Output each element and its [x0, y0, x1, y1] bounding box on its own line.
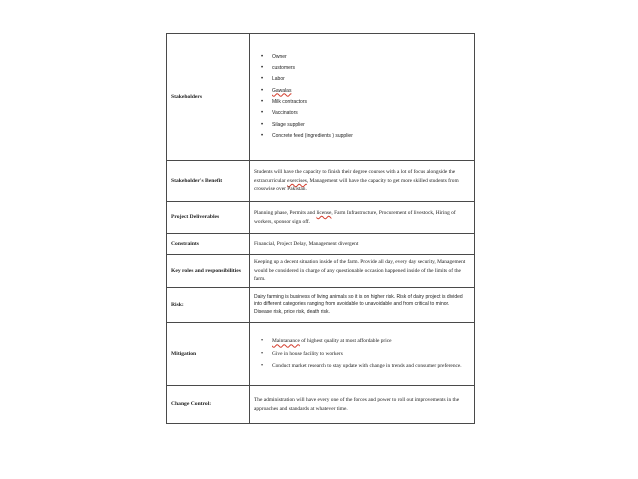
stakeholder-item: • Milk contractors: [254, 97, 470, 108]
stakeholder-item: • Owner: [254, 52, 470, 63]
constraints-content: [250, 234, 475, 255]
row-constraints: [167, 234, 475, 255]
change-control-text: The administration will have every one of the forces and power to roll out improvements in the approaches and standards at whatever time.: [254, 397, 460, 412]
mitigation-item: • Give in house facility to workers: [254, 350, 470, 358]
stakeholder-item: • Concrete feed (ingredients ) supplier: [254, 131, 470, 142]
row-key-roles: [167, 255, 475, 288]
project-charter-table: [166, 33, 475, 424]
change-control-content: [250, 386, 475, 424]
mitigation-item: • Maintanance of highest quality at most affordable price: [254, 337, 470, 345]
stakeholders-content: [250, 34, 475, 161]
change-control-label: Change Control:: [167, 386, 250, 424]
mitigation-list: [254, 337, 470, 370]
stakeholder-item: • Labor: [254, 74, 470, 85]
spelling-error-text: Maintanance: [272, 338, 300, 345]
project-deliverables-text: Planning phase, Permits and license, Farm Infrastructure, Procurement of livestock, Hiring of workers, sponsor sign off.: [254, 210, 456, 225]
key-roles-label: Key roles and responsibilities: [167, 255, 250, 288]
mitigation-label: Mitigation: [167, 323, 250, 386]
mitigation-content: [250, 323, 475, 386]
risk-text-2: Disease risk, price risk, death risk.: [254, 308, 330, 315]
mitigation-item: • Conduct market research to stay update with change in trends and consumer preference.: [254, 362, 470, 370]
stakeholders-list: [254, 52, 470, 142]
row-change-control: [167, 386, 475, 424]
stakeholder-item: [254, 86, 470, 97]
risk-text: Dairy farming is business of living animals so it is on higher risk. Risk of dairy project is divided into different categories ranging from avoidable to unavoidable and from critical to minor.: [254, 293, 463, 308]
key-roles-content: [250, 255, 475, 288]
constraints-label: Constraints: [167, 234, 250, 255]
row-risk: [167, 288, 475, 323]
project-deliverables-label: Project Deliverables: [167, 202, 250, 234]
key-roles-text: Keeping up a decent situation inside of the farm. Provide all day, every day security, Management would be considered in charge of any questionable occasion happened inside of the limits of the farm.: [254, 259, 466, 283]
stakeholder-benefit-text: Students will have the capacity to finish their degree courses with a lot of focus alongside the extracurricular exercises, Management will have the capacity to get more skilled students from crosswise over Pakistan.: [254, 169, 459, 193]
row-stakeholder-benefit: [167, 161, 475, 202]
stakeholder-benefit-label: Stakeholder's Benefit: [167, 161, 250, 202]
stakeholder-benefit-content: [250, 161, 475, 202]
stakeholders-label: Stakeholders: [167, 34, 250, 161]
stakeholder-item: • Silage supplier: [254, 120, 470, 131]
spelling-error-text: Gawalas: [272, 87, 292, 94]
risk-content: [250, 288, 475, 323]
row-stakeholders: [167, 34, 475, 161]
row-mitigation: [167, 323, 475, 386]
stakeholder-item: • customers: [254, 63, 470, 74]
constraints-text: Financial, Project Delay, Management divergent: [254, 240, 359, 247]
project-deliverables-content: [250, 202, 475, 234]
row-project-deliverables: [167, 202, 475, 234]
stakeholder-item: • Vaccinators: [254, 108, 470, 119]
risk-label: Risk:: [167, 288, 250, 323]
